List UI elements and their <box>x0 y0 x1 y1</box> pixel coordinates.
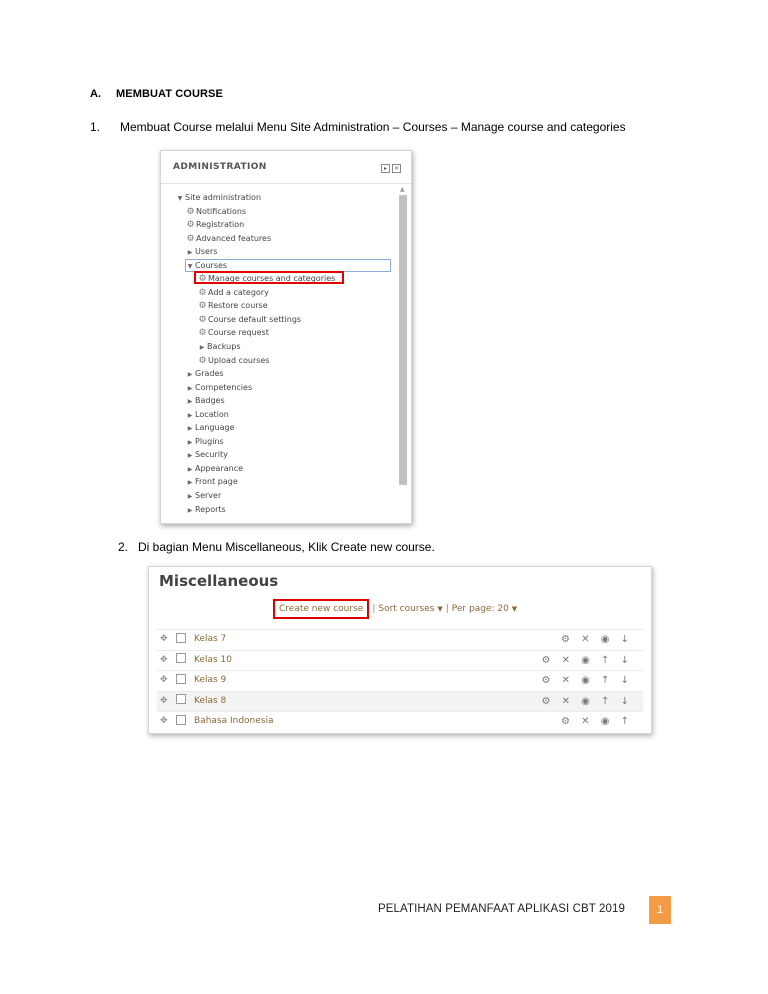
tree-item-label: Backups <box>207 342 241 352</box>
course-link[interactable]: Kelas 7 <box>194 634 227 644</box>
course-row <box>157 691 643 712</box>
caret-right-icon: ▶ <box>187 411 193 419</box>
tree-item-course-default-settings[interactable] <box>161 313 399 327</box>
gear-icon: ⚙ <box>198 287 207 298</box>
step-number: 1. <box>90 120 101 134</box>
step-2 <box>118 540 435 554</box>
caret-down-icon: ▼ <box>437 605 443 613</box>
gear-icon: ⚙ <box>186 206 195 217</box>
course-checkbox[interactable] <box>176 694 186 704</box>
course-link[interactable]: Bahasa Indonesia <box>194 716 274 726</box>
tree-item-label: Front page <box>195 477 238 487</box>
tree-item-label: Language <box>195 423 235 433</box>
tree-item-label: Notifications <box>196 206 247 216</box>
step-text: Di bagian Menu Miscellaneous, Klik Create new course. <box>138 540 435 554</box>
toolbar-separator: | <box>372 604 376 614</box>
tree-item-label: Server <box>195 491 222 501</box>
tree-item-front-page[interactable] <box>161 475 399 489</box>
caret-down-icon: ▼ <box>511 605 518 613</box>
move-icon[interactable]: ✥ <box>160 634 168 644</box>
page-number: 1 <box>649 896 671 924</box>
per-page-label: Per page: 20 <box>451 604 509 614</box>
caret-right-icon: ▶ <box>199 344 205 352</box>
course-row <box>157 670 643 691</box>
tree-item-label: Site administration <box>185 193 262 202</box>
caret-down-icon: ▼ <box>187 262 193 270</box>
tree-item-label: Add a category <box>208 287 269 297</box>
tree-item-label: Course default settings <box>208 314 302 324</box>
scroll-thumb[interactable] <box>399 195 407 485</box>
gear-icon: ⚙ <box>198 355 207 366</box>
tree-item-label: Badges <box>195 396 225 406</box>
tree-item-label: Plugins <box>195 436 224 446</box>
sort-courses-label: Sort courses <box>378 604 435 614</box>
tree-item-users[interactable] <box>161 245 399 259</box>
course-link[interactable]: Kelas 10 <box>194 654 233 665</box>
gear-icon: ⚙ <box>198 274 207 285</box>
tree-item-site-administration[interactable] <box>161 191 399 205</box>
tree-item-upload-courses[interactable] <box>161 354 399 368</box>
tree-item-plugins[interactable] <box>161 435 399 449</box>
tree-item-server[interactable] <box>161 489 399 503</box>
course-checkbox[interactable] <box>176 633 186 643</box>
tree-item-appearance[interactable] <box>161 462 399 476</box>
miscellaneous-screenshot <box>148 566 652 734</box>
tree-item-location[interactable] <box>161 408 399 422</box>
toolbar-separator: | <box>445 604 449 614</box>
gear-icon: ⚙ <box>198 328 207 339</box>
tree-item-label: Courses <box>195 260 228 270</box>
tree-item-restore-course[interactable] <box>161 299 399 313</box>
tree-item-advanced-features[interactable] <box>161 232 399 246</box>
tree-item-label: Reports <box>195 504 226 514</box>
footer-text: PELATIHAN PEMANFAAT APLIKASI CBT 2019 <box>378 903 626 915</box>
course-link[interactable]: Kelas 8 <box>194 695 227 706</box>
course-actions-icons[interactable]: ⚙ ✕ ◉ ↑ ↓ <box>541 654 633 666</box>
tree-item-label: Course request <box>208 328 269 338</box>
course-actions-icons[interactable]: ⚙ ✕ ◉ ↑ ↓ <box>541 695 633 707</box>
move-icon[interactable]: ✥ <box>160 675 168 685</box>
course-actions-icons[interactable]: ⚙ ✕ ◉ ↓ <box>561 634 633 645</box>
course-actions-icons[interactable]: ⚙ ✕ ◉ ↑ ↓ <box>541 675 633 686</box>
course-list <box>157 629 643 732</box>
tree-item-label: Grades <box>195 369 224 379</box>
administration-block-title: ADMINISTRATION <box>173 162 267 172</box>
course-row <box>157 629 643 650</box>
hide-block-icon[interactable]: × <box>393 165 400 172</box>
tree-item-add-a-category[interactable] <box>161 286 399 300</box>
tree-item-label: Upload courses <box>208 355 270 365</box>
tree-item-badges[interactable] <box>161 394 399 408</box>
sort-courses-link[interactable] <box>378 604 442 614</box>
course-checkbox[interactable] <box>176 653 186 663</box>
caret-right-icon: ▶ <box>187 249 193 257</box>
caret-right-icon: ▶ <box>187 371 193 379</box>
step-text: Membuat Course melalui Menu Site Administration – Courses – Manage course and categories <box>120 120 626 134</box>
gear-icon: ⚙ <box>198 301 207 312</box>
caret-right-icon: ▶ <box>187 452 193 460</box>
course-actions-icons[interactable]: ⚙ ✕ ◉ ↑ <box>561 716 633 727</box>
course-toolbar <box>273 599 517 619</box>
move-icon[interactable]: ✥ <box>160 654 168 665</box>
tree-item-label: Appearance <box>195 463 244 473</box>
tree-item-security[interactable] <box>161 448 399 462</box>
tree-item-label: Restore course <box>208 301 268 311</box>
highlight-box-manage-courses <box>194 271 344 284</box>
tree-item-notifications[interactable] <box>161 205 399 219</box>
caret-right-icon: ▶ <box>187 479 193 487</box>
tree-item-course-request[interactable] <box>161 326 399 340</box>
course-checkbox[interactable] <box>176 715 186 725</box>
tree-item-label: Location <box>195 409 229 419</box>
caret-down-icon: ▼ <box>177 195 183 202</box>
create-new-course-link[interactable]: Create new course <box>273 599 369 619</box>
per-page-link[interactable] <box>452 604 517 614</box>
caret-right-icon: ▶ <box>187 506 193 514</box>
scroll-up-icon[interactable]: ▲ <box>400 186 405 193</box>
course-row <box>157 711 643 732</box>
move-icon[interactable]: ✥ <box>160 716 168 726</box>
tree-item-backups[interactable] <box>161 340 399 354</box>
tree-item-label: Registration <box>196 220 245 230</box>
dock-icon[interactable]: ▸ <box>381 164 390 173</box>
caret-right-icon: ▶ <box>187 493 193 501</box>
tree-item-registration[interactable] <box>161 218 399 232</box>
caret-right-icon: ▶ <box>187 438 193 446</box>
caret-right-icon: ▶ <box>187 425 193 433</box>
tree-item-label: Competencies <box>195 382 253 392</box>
tree-item-language[interactable] <box>161 421 399 435</box>
admin-tree <box>161 191 399 516</box>
tree-item-label: Manage courses and categories <box>208 274 336 284</box>
section-letter: A. <box>90 88 102 100</box>
step-number: 2. <box>118 540 129 554</box>
course-checkbox[interactable] <box>176 674 186 684</box>
move-icon[interactable]: ✥ <box>160 695 168 706</box>
block-controls <box>381 164 401 173</box>
tree-item-label: Security <box>195 450 228 460</box>
section-heading <box>90 88 223 100</box>
step-1 <box>90 120 626 134</box>
course-row <box>157 650 643 671</box>
caret-right-icon: ▶ <box>187 398 193 406</box>
caret-right-icon: ▶ <box>187 465 193 473</box>
administration-screenshot <box>160 150 412 524</box>
tree-item-grades[interactable] <box>161 367 399 381</box>
caret-right-icon: ▶ <box>187 384 193 392</box>
gear-icon: ⚙ <box>186 233 195 244</box>
block-divider <box>161 183 411 184</box>
gear-icon: ⚙ <box>186 220 195 231</box>
tree-item-label: Advanced features <box>196 233 272 243</box>
course-link[interactable]: Kelas 9 <box>194 675 227 685</box>
category-title: Miscellaneous <box>159 572 279 590</box>
block-scrollbar[interactable] <box>399 187 407 519</box>
tree-item-competencies[interactable] <box>161 381 399 395</box>
tree-item-reports[interactable] <box>161 503 399 517</box>
gear-icon: ⚙ <box>198 314 207 325</box>
section-title: MEMBUAT COURSE <box>116 88 223 100</box>
tree-item-label: Users <box>195 247 218 257</box>
